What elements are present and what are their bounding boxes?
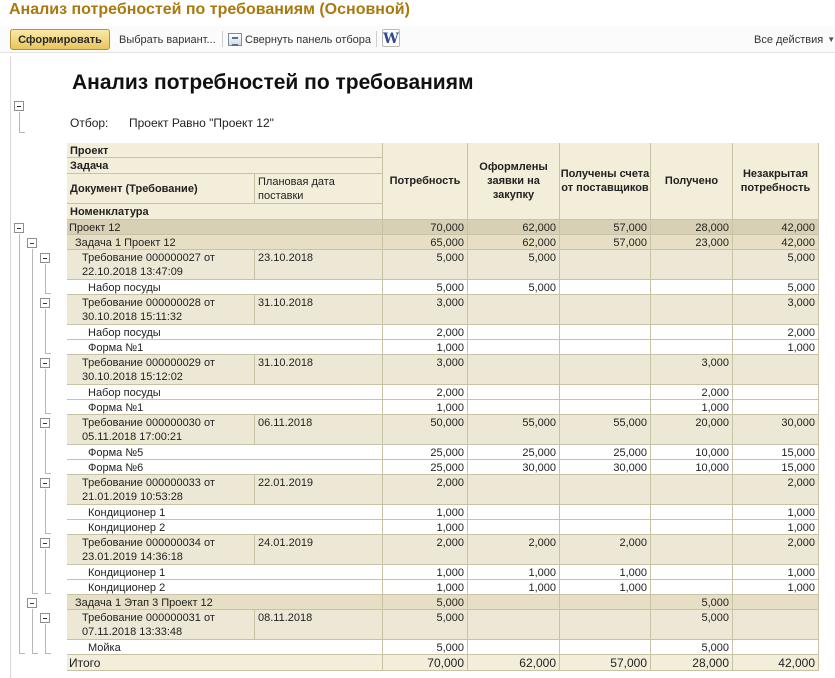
header-project: Проект — [67, 143, 383, 158]
need-cell: 25,000 — [383, 460, 468, 475]
report-title: Анализ потребностей по требованиям — [72, 71, 474, 94]
word-export-icon[interactable]: W — [383, 31, 399, 47]
ordered-cell — [468, 325, 560, 340]
open-cell: 2,000 — [733, 475, 819, 505]
ordered-cell: 1,000 — [468, 565, 560, 580]
group-tree-tick — [45, 293, 51, 294]
invoices-cell: 57,000 — [560, 235, 651, 250]
invoices-cell: 57,000 — [560, 220, 651, 235]
received-cell: 2,000 — [651, 385, 733, 400]
grouping-gutter — [11, 56, 68, 678]
item-row-label[interactable]: Форма №5 — [67, 445, 383, 460]
ordered-cell — [468, 340, 560, 355]
invoices-cell: 55,000 — [560, 415, 651, 445]
invoices-cell — [560, 400, 651, 415]
group-tree-tick — [45, 473, 51, 474]
group-collapse-toggle[interactable] — [27, 598, 37, 608]
need-cell: 50,000 — [383, 415, 468, 445]
header-need: Потребность — [383, 143, 468, 220]
open-cell: 42,000 — [733, 220, 819, 235]
open-cell — [733, 400, 819, 415]
group-tree-line — [32, 609, 33, 653]
planned-date-cell: 22.01.2019 — [255, 475, 383, 505]
received-cell: 23,000 — [651, 235, 733, 250]
project-row-label[interactable]: Проект 12 — [67, 220, 383, 235]
open-cell — [733, 610, 819, 640]
invoices-cell — [560, 250, 651, 280]
ordered-cell — [468, 295, 560, 325]
need-cell: 5,000 — [383, 280, 468, 295]
invoices-cell — [560, 520, 651, 535]
invoices-cell: 2,000 — [560, 535, 651, 565]
ordered-cell: 62,000 — [468, 235, 560, 250]
need-cell: 1,000 — [383, 565, 468, 580]
received-cell — [651, 325, 733, 340]
need-cell: 70,000 — [383, 655, 468, 671]
group-collapse-toggle[interactable] — [40, 298, 50, 308]
chevron-down-icon: ▼ — [827, 35, 835, 44]
ordered-cell — [468, 640, 560, 655]
doc-row-label[interactable]: Требование 000000030 от 05.11.2018 17:00:21 — [67, 415, 255, 445]
need-cell: 1,000 — [383, 580, 468, 595]
need-cell: 5,000 — [383, 640, 468, 655]
open-cell: 1,000 — [733, 565, 819, 580]
item-row-label[interactable]: Кондиционер 1 — [67, 505, 383, 520]
group-tree-line — [45, 624, 46, 653]
item-row-label[interactable]: Кондиционер 2 — [67, 520, 383, 535]
ordered-cell: 1,000 — [468, 580, 560, 595]
need-cell: 1,000 — [383, 505, 468, 520]
item-row-label[interactable]: Кондиционер 2 — [67, 580, 383, 595]
received-cell — [651, 250, 733, 280]
group-tree-tick — [45, 653, 51, 654]
need-cell: 65,000 — [383, 235, 468, 250]
group-collapse-toggle[interactable] — [40, 613, 50, 623]
generate-button[interactable]: Сформировать — [10, 29, 110, 50]
received-cell — [651, 475, 733, 505]
item-row-label[interactable]: Форма №1 — [67, 340, 383, 355]
need-cell: 25,000 — [383, 445, 468, 460]
ordered-cell — [468, 385, 560, 400]
collapse-panel-icon — [228, 33, 242, 46]
group-tree-tick — [45, 353, 51, 354]
need-cell: 2,000 — [383, 535, 468, 565]
group-tree-tick — [45, 533, 51, 534]
group-tree-line — [32, 249, 33, 593]
item-row-label[interactable]: Набор посуды — [67, 325, 383, 340]
invoices-cell — [560, 505, 651, 520]
received-cell: 1,000 — [651, 400, 733, 415]
group-collapse-toggle[interactable] — [40, 358, 50, 368]
open-cell: 1,000 — [733, 520, 819, 535]
item-row-label[interactable]: Форма №1 — [67, 400, 383, 415]
total-row-label[interactable]: Итого — [67, 655, 383, 671]
ordered-cell: 5,000 — [468, 280, 560, 295]
filter-value: Проект Равно "Проект 12" — [129, 116, 274, 130]
item-row-label[interactable]: Набор посуды — [67, 280, 383, 295]
group-tree-tick — [32, 593, 38, 594]
need-cell: 5,000 — [383, 610, 468, 640]
ordered-cell: 55,000 — [468, 415, 560, 445]
group-tree-tick — [45, 413, 51, 414]
ordered-cell — [468, 595, 560, 610]
invoices-cell — [560, 325, 651, 340]
need-cell: 1,000 — [383, 520, 468, 535]
open-cell: 1,000 — [733, 340, 819, 355]
all-actions-label: Все действия — [754, 33, 824, 46]
planned-date-cell: 06.11.2018 — [255, 415, 383, 445]
open-cell — [733, 355, 819, 385]
group-tree-line — [45, 429, 46, 473]
choose-variant-button[interactable]: Выбрать вариант... — [119, 33, 216, 46]
group-tree-line — [45, 369, 46, 413]
doc-row-label[interactable]: Требование 000000033 от 21.01.2019 10:53:28 — [67, 475, 255, 505]
group-tree-line — [45, 309, 46, 353]
ordered-cell — [468, 475, 560, 505]
header-open-need: Незакрытая потребность — [733, 143, 819, 220]
ordered-cell — [468, 355, 560, 385]
doc-row-label[interactable]: Требование 000000027 от 22.10.2018 13:47:09 — [67, 250, 255, 280]
invoices-cell — [560, 280, 651, 295]
planned-date-cell: 24.01.2019 — [255, 535, 383, 565]
need-cell: 2,000 — [383, 475, 468, 505]
header-planned-date: Плановая дата поставки — [255, 174, 383, 204]
filter-label: Отбор: — [70, 116, 109, 130]
open-cell: 30,000 — [733, 415, 819, 445]
all-actions-menu[interactable] — [754, 30, 835, 49]
doc-row-label[interactable]: Требование 000000029 от 30.10.2018 15:12:02 — [67, 355, 255, 385]
need-cell: 1,000 — [383, 400, 468, 415]
ordered-cell: 2,000 — [468, 535, 560, 565]
toolbar-separator — [222, 31, 223, 47]
window-title: Анализ потребностей по требованиям (Основной) — [9, 1, 410, 18]
invoices-cell — [560, 385, 651, 400]
received-cell — [651, 340, 733, 355]
open-cell: 1,000 — [733, 580, 819, 595]
group-tree-line — [19, 112, 20, 132]
group-collapse-toggle[interactable] — [40, 478, 50, 488]
received-cell: 10,000 — [651, 460, 733, 475]
group-tree-tick — [32, 653, 38, 654]
group-collapse-toggle[interactable] — [14, 101, 24, 111]
task-row-label[interactable]: Задача 1 Этап 3 Проект 12 — [67, 595, 383, 610]
toolbar-separator — [376, 31, 377, 47]
ordered-cell — [468, 505, 560, 520]
ordered-cell: 30,000 — [468, 460, 560, 475]
need-cell: 2,000 — [383, 325, 468, 340]
received-cell — [651, 535, 733, 565]
open-cell: 3,000 — [733, 295, 819, 325]
open-cell: 2,000 — [733, 535, 819, 565]
group-tree-tick — [19, 132, 25, 133]
report-area — [10, 56, 834, 678]
invoices-cell: 1,000 — [560, 565, 651, 580]
doc-row-label[interactable]: Требование 000000028 от 30.10.2018 15:11:32 — [67, 295, 255, 325]
header-item: Номенклатура — [67, 204, 383, 220]
open-cell: 5,000 — [733, 250, 819, 280]
planned-date-cell: 23.10.2018 — [255, 250, 383, 280]
invoices-cell: 30,000 — [560, 460, 651, 475]
received-cell — [651, 580, 733, 595]
task-row-label[interactable]: Задача 1 Проект 12 — [67, 235, 383, 250]
received-cell: 5,000 — [651, 610, 733, 640]
invoices-cell — [560, 610, 651, 640]
group-tree-tick — [45, 593, 51, 594]
received-cell: 28,000 — [651, 220, 733, 235]
received-cell — [651, 280, 733, 295]
doc-row-label[interactable]: Требование 000000031 от 07.11.2018 13:33:48 — [67, 610, 255, 640]
need-cell: 5,000 — [383, 250, 468, 280]
received-cell — [651, 505, 733, 520]
received-cell: 5,000 — [651, 640, 733, 655]
group-collapse-toggle[interactable] — [40, 538, 50, 548]
open-cell: 15,000 — [733, 445, 819, 460]
group-tree-line — [19, 234, 20, 653]
ordered-cell — [468, 520, 560, 535]
ordered-cell — [468, 610, 560, 640]
ordered-cell: 25,000 — [468, 445, 560, 460]
need-cell: 1,000 — [383, 340, 468, 355]
need-cell: 5,000 — [383, 595, 468, 610]
invoices-cell — [560, 595, 651, 610]
item-row-label[interactable]: Кондиционер 1 — [67, 565, 383, 580]
open-cell: 2,000 — [733, 325, 819, 340]
invoices-cell — [560, 355, 651, 385]
received-cell: 5,000 — [651, 595, 733, 610]
planned-date-cell: 31.10.2018 — [255, 295, 383, 325]
header-invoices: Получены счета от поставщиков — [560, 143, 651, 220]
item-row-label[interactable]: Форма №6 — [67, 460, 383, 475]
collapse-filter-button[interactable] — [228, 30, 371, 49]
invoices-cell — [560, 640, 651, 655]
collapse-filter-label: Свернуть панель отбора — [245, 33, 371, 46]
ordered-cell: 62,000 — [468, 220, 560, 235]
received-cell: 3,000 — [651, 355, 733, 385]
open-cell: 42,000 — [733, 655, 819, 671]
received-cell — [651, 520, 733, 535]
group-collapse-toggle[interactable] — [14, 223, 24, 233]
header-received: Получено — [651, 143, 733, 220]
invoices-cell: 25,000 — [560, 445, 651, 460]
group-collapse-toggle[interactable] — [27, 238, 37, 248]
received-cell: 20,000 — [651, 415, 733, 445]
ordered-cell — [468, 400, 560, 415]
open-cell — [733, 640, 819, 655]
group-tree-line — [45, 264, 46, 293]
need-cell: 3,000 — [383, 295, 468, 325]
open-cell: 15,000 — [733, 460, 819, 475]
need-cell: 70,000 — [383, 220, 468, 235]
invoices-cell — [560, 340, 651, 355]
invoices-cell — [560, 295, 651, 325]
item-row-label[interactable]: Мойка — [67, 640, 383, 655]
open-cell: 5,000 — [733, 280, 819, 295]
ordered-cell: 62,000 — [468, 655, 560, 671]
invoices-cell: 1,000 — [560, 580, 651, 595]
planned-date-cell: 31.10.2018 — [255, 355, 383, 385]
header-document: Документ (Требование) — [67, 174, 255, 204]
received-cell — [651, 295, 733, 325]
doc-row-label[interactable]: Требование 000000034 от 23.01.2019 14:36:18 — [67, 535, 255, 565]
invoices-cell: 57,000 — [560, 655, 651, 671]
toolbar — [0, 26, 835, 53]
open-cell — [733, 595, 819, 610]
item-row-label[interactable]: Набор посуды — [67, 385, 383, 400]
invoices-cell — [560, 475, 651, 505]
group-tree-tick — [19, 653, 25, 654]
open-cell: 42,000 — [733, 235, 819, 250]
group-collapse-toggle[interactable] — [40, 418, 50, 428]
need-cell: 3,000 — [383, 355, 468, 385]
ordered-cell: 5,000 — [468, 250, 560, 280]
group-collapse-toggle[interactable] — [40, 253, 50, 263]
open-cell — [733, 385, 819, 400]
group-tree-line — [45, 549, 46, 593]
open-cell: 1,000 — [733, 505, 819, 520]
received-cell: 28,000 — [651, 655, 733, 671]
group-tree-line — [45, 489, 46, 533]
planned-date-cell: 08.11.2018 — [255, 610, 383, 640]
header-ordered: Оформлены заявки на закупку — [468, 143, 560, 220]
header-task: Задача — [67, 158, 383, 174]
received-cell: 10,000 — [651, 445, 733, 460]
need-cell: 2,000 — [383, 385, 468, 400]
received-cell — [651, 565, 733, 580]
